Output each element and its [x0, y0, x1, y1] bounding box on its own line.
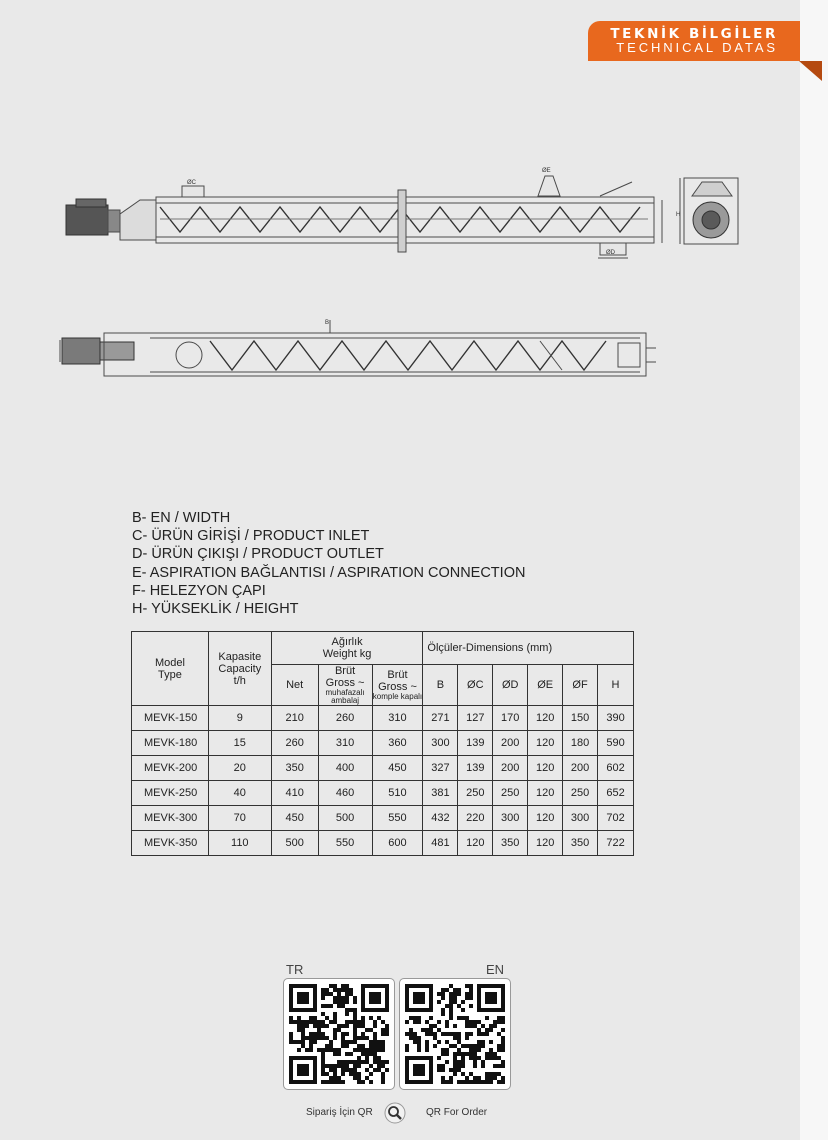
qr-label-tr: TR: [286, 962, 304, 977]
legend-item: E- ASPIRATION BAĞLANTISI / ASPIRATION CONNECTION: [132, 564, 526, 581]
value-cell: 652: [598, 781, 634, 806]
legend-item: C- ÜRÜN GİRİŞİ / PRODUCT INLET: [132, 528, 370, 545]
label-outlet: ØD: [606, 250, 615, 256]
value-cell: 120: [528, 706, 563, 731]
screw-flight-top: [210, 341, 606, 370]
value-cell: 120: [528, 831, 563, 856]
label-height: H: [676, 212, 681, 218]
label-width: B: [325, 320, 330, 326]
table-row: [132, 706, 634, 731]
spec-table-body: [132, 706, 634, 856]
value-cell: 410: [271, 781, 318, 806]
value-cell: 500: [318, 806, 372, 831]
weight-header: Ağırlık Weight kg: [271, 632, 423, 665]
value-cell: 9: [208, 706, 271, 731]
value-cell: 350: [563, 831, 598, 856]
value-cell: 450: [372, 756, 423, 781]
value-cell: 120: [528, 781, 563, 806]
value-cell: 139: [458, 731, 493, 756]
dim-col-header: H: [598, 665, 634, 706]
value-cell: 200: [563, 756, 598, 781]
qr-code-en[interactable]: [399, 978, 511, 1090]
value-cell: 432: [423, 806, 458, 831]
label-aspiration: ØE: [542, 168, 551, 174]
qr-code-tr[interactable]: [283, 978, 395, 1090]
dim-col-header: ØF: [563, 665, 598, 706]
dim-col-header: ØC: [458, 665, 493, 706]
table-row: [132, 731, 634, 756]
qr-pattern-en: [405, 984, 505, 1084]
value-cell: 722: [598, 831, 634, 856]
model-header: Model Type: [132, 632, 209, 706]
value-cell: 200: [493, 756, 528, 781]
value-cell: 310: [372, 706, 423, 731]
label-inlet: ØC: [187, 180, 196, 186]
value-cell: 510: [372, 781, 423, 806]
side-view-drawing: [66, 176, 662, 258]
spec-table: [131, 631, 634, 856]
value-cell: 170: [493, 706, 528, 731]
value-cell: 300: [563, 806, 598, 831]
gross-header-b: Brüt Gross ~ komple kapalı: [372, 665, 423, 706]
section-title-tr: TEKNİK BİLGİLER: [610, 26, 778, 42]
end-view-drawing: [680, 178, 738, 244]
table-row: [132, 831, 634, 856]
value-cell: 481: [423, 831, 458, 856]
value-cell: 550: [318, 831, 372, 856]
value-cell: 310: [318, 731, 372, 756]
gross-header-a: Brüt Gross ~ muhafazalı ambalaj: [318, 665, 372, 706]
value-cell: 20: [208, 756, 271, 781]
value-cell: 590: [598, 731, 634, 756]
value-cell: 600: [372, 831, 423, 856]
value-cell: 390: [598, 706, 634, 731]
technical-drawings: [0, 0, 828, 470]
top-view-drawing: [60, 320, 656, 376]
value-cell: 250: [563, 781, 598, 806]
value-cell: 360: [372, 731, 423, 756]
value-cell: 180: [563, 731, 598, 756]
legend-list: [132, 509, 525, 618]
order-label-tr: Sipariş İçin QR: [306, 1107, 373, 1118]
value-cell: 400: [318, 756, 372, 781]
value-cell: 120: [528, 731, 563, 756]
value-cell: 120: [528, 806, 563, 831]
table-row: [132, 756, 634, 781]
value-cell: 260: [318, 706, 372, 731]
value-cell: 381: [423, 781, 458, 806]
model-cell: MEVK-180: [132, 731, 209, 756]
value-cell: 250: [493, 781, 528, 806]
motor-side: [66, 205, 108, 235]
value-cell: 139: [458, 756, 493, 781]
value-cell: 150: [563, 706, 598, 731]
inlet-flange: [182, 186, 204, 197]
value-cell: 70: [208, 806, 271, 831]
aspiration-flange: [538, 176, 560, 196]
capacity-header: Kapasite Capacity t/h: [208, 632, 271, 706]
value-cell: 602: [598, 756, 634, 781]
model-cell: MEVK-300: [132, 806, 209, 831]
legend-item: H- YÜKSEKLİK / HEIGHT: [132, 601, 299, 618]
model-cell: MEVK-350: [132, 831, 209, 856]
value-cell: 300: [493, 806, 528, 831]
legend-item: B- EN / WIDTH: [132, 510, 231, 526]
dim-col-header: ØD: [493, 665, 528, 706]
dimensions-header: Ölçüler-Dimensions (mm): [423, 632, 634, 665]
value-cell: 702: [598, 806, 634, 831]
value-cell: 120: [458, 831, 493, 856]
value-cell: 327: [423, 756, 458, 781]
legend-item: D- ÜRÜN ÇIKIŞI / PRODUCT OUTLET: [132, 546, 384, 563]
value-cell: 210: [271, 706, 318, 731]
search-icon: [384, 1102, 406, 1124]
value-cell: 250: [458, 781, 493, 806]
value-cell: 300: [423, 731, 458, 756]
qr-pattern-tr: [289, 984, 389, 1084]
value-cell: 120: [528, 756, 563, 781]
dim-col-header: B: [423, 665, 458, 706]
dim-col-header: ØE: [528, 665, 563, 706]
value-cell: 260: [271, 731, 318, 756]
legend-item: F- HELEZYON ÇAPI: [132, 582, 266, 599]
value-cell: 500: [271, 831, 318, 856]
value-cell: 450: [271, 806, 318, 831]
model-cell: MEVK-200: [132, 756, 209, 781]
table-row: [132, 781, 634, 806]
table-row: [132, 806, 634, 831]
model-cell: MEVK-250: [132, 781, 209, 806]
qr-label-en: EN: [486, 962, 505, 977]
value-cell: 271: [423, 706, 458, 731]
value-cell: 40: [208, 781, 271, 806]
value-cell: 350: [493, 831, 528, 856]
section-title-en: TECHNICAL DATAS: [616, 40, 778, 55]
model-cell: MEVK-150: [132, 706, 209, 731]
net-header: Net: [271, 665, 318, 706]
value-cell: 110: [208, 831, 271, 856]
value-cell: 550: [372, 806, 423, 831]
order-label-en: QR For Order: [426, 1107, 488, 1118]
value-cell: 350: [271, 756, 318, 781]
motor-top: [62, 338, 100, 364]
value-cell: 220: [458, 806, 493, 831]
value-cell: 15: [208, 731, 271, 756]
value-cell: 200: [493, 731, 528, 756]
value-cell: 127: [458, 706, 493, 731]
value-cell: 460: [318, 781, 372, 806]
